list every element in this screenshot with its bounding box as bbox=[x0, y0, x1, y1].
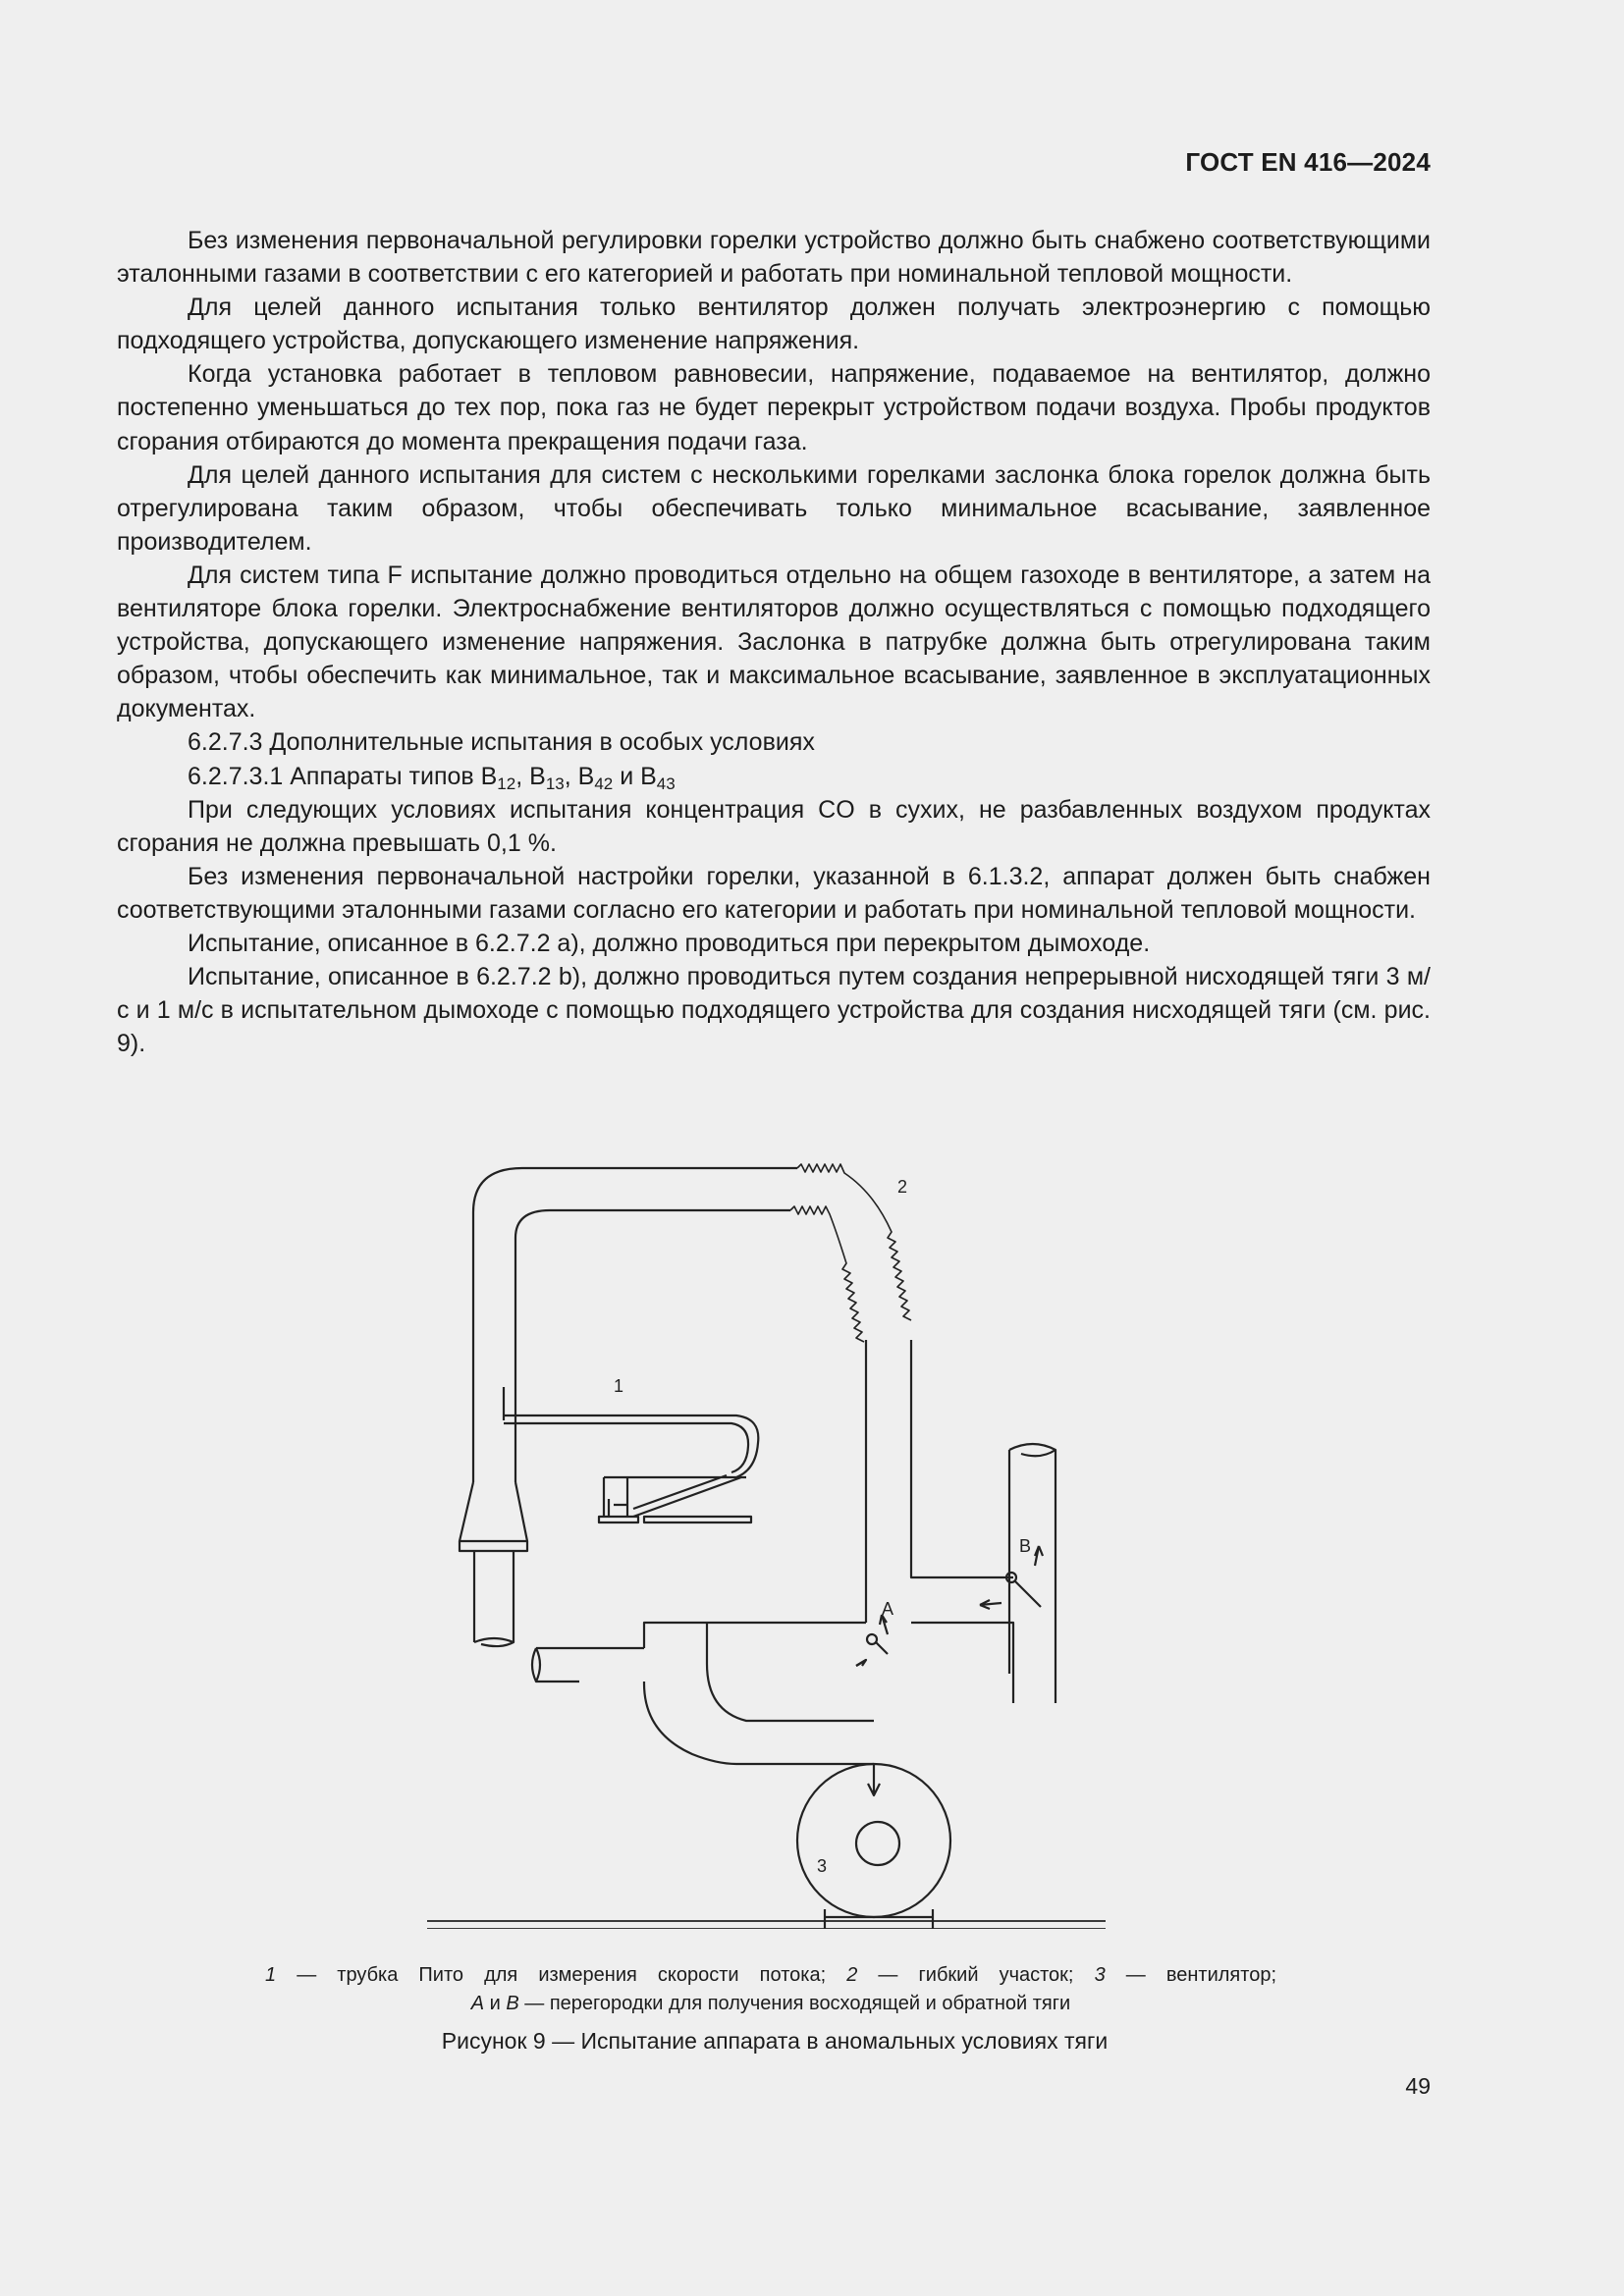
flexible-section-outer bbox=[797, 1164, 911, 1320]
fan-duct-curve bbox=[644, 1682, 874, 1764]
legend-row-2: A и B — перегородки для получения восходящей и обратной тяги bbox=[470, 1993, 1071, 2014]
flexible-section-inner bbox=[790, 1206, 864, 1342]
fan-hub bbox=[856, 1822, 899, 1865]
pitot-tube bbox=[504, 1415, 758, 1477]
duct-right-wall bbox=[911, 1340, 1013, 1577]
label-b: B bbox=[1019, 1536, 1032, 1556]
section-heading-6273: 6.2.7.3 Дополнительные испытания в особых условиях bbox=[188, 728, 815, 757]
label-a: A bbox=[882, 1599, 894, 1619]
fan-duct-inner bbox=[707, 1623, 874, 1721]
label-3: 3 bbox=[817, 1856, 828, 1876]
figure-caption: Рисунок 9 — Испытание аппарата в аномальных условиях тяги bbox=[441, 2028, 1109, 2054]
fan-support bbox=[825, 1909, 933, 1929]
paragraph: Когда установка работает в тепловом равновесии, напряжение, подаваемое на вентилятор, должно постепенно уменьшаться до тех пор, пока газ не будет перекрыт устройством подачи воздуха. Пробы продуктов сгорания отбираются до момента прекращения подачи газа. bbox=[117, 360, 1431, 455]
flue-pipe-outer bbox=[473, 1168, 797, 1482]
test-rig-drawing bbox=[412, 1153, 1119, 1929]
label-2: 2 bbox=[897, 1177, 908, 1197]
manometer bbox=[604, 1475, 746, 1517]
paragraph: Для систем типа F испытание должно проводиться отдельно на общем газоходе в вентиляторе, а затем на вентиляторе блока горелки. Электроснабжение вентиляторов должно осуществляться с помощью подходящего устройства, допускающего изменение напряжения. Заслонка в патрубке должна быть отрегулирована таким образом, чтобы обеспечить как минимальное, так и максимальное всасывание, заявленное в эксплуатационных документах. bbox=[117, 561, 1431, 723]
paragraph: Для целей данного испытания только вентилятор должен получать электроэнергию с помощью подходящего устройства, допускающего изменение напряжения. bbox=[117, 294, 1431, 355]
fan-inlet-pipe bbox=[536, 1648, 644, 1682]
paragraph: Без изменения первоначальной регулировки горелки устройство должно быть снабжено соответствующими эталонными газами в соответствии с его категорией и работать при номинальной тепловой мощности. bbox=[117, 227, 1431, 289]
figure-legend bbox=[265, 1961, 1276, 2018]
fan-arrow bbox=[868, 1764, 880, 1795]
lower-pipe bbox=[474, 1551, 514, 1642]
paragraph: Испытание, описанное в 6.2.7.2 a), должно проводиться при перекрытом дымоходе. bbox=[188, 929, 1151, 957]
heading-prefix: 6.2.7.3.1 Аппараты типов bbox=[188, 762, 481, 790]
paragraph: При следующих условиях испытания концентрация CO в сухих, не разбавленных воздухом продуктах сгорания не должна превышать 0,1 %. bbox=[117, 795, 1431, 857]
figure-9-diagram bbox=[412, 1153, 1119, 1929]
body-text bbox=[117, 224, 1431, 1060]
paragraph: Испытание, описанное в 6.2.7.2 b), должно проводиться путем создания непрерывной нисходящей тяги 3 м/с и 1 м/с в испытательном дымоходе с помощью подходящего устройства для создания нисходящей тяги (см. рис. 9). bbox=[117, 963, 1431, 1058]
ground-line bbox=[427, 1921, 1106, 1929]
paragraph: Без изменения первоначальной настройки горелки, указанной в 6.1.3.2, аппарат должен быть снабжен соответствующими эталонными газами согласно его категории и работать при номинальной тепловой мощности. bbox=[117, 862, 1431, 924]
document-header: ГОСТ EN 416—2024 bbox=[1185, 147, 1431, 177]
label-1: 1 bbox=[614, 1376, 624, 1396]
outlet-pipe-cap bbox=[1009, 1444, 1056, 1456]
paragraph: Для целей данного испытания для систем с несколькими горелками заслонка блока горелок должна быть отрегулирована таким образом, чтобы обеспечивать только минимальное всасывание, заявленное производителем. bbox=[117, 460, 1431, 556]
section-heading-62731: 6.2.7.3.1 Аппараты типов $B_{12}$, $B_{13}$, $B_{42}$ и $B_{43}$ bbox=[188, 762, 676, 793]
draught-hood bbox=[460, 1482, 527, 1541]
legend-row-1: 1 — трубка Пито для измерения скорости потока; 2 — гибкий участок; 3 — вентилятор; bbox=[265, 1964, 1276, 1986]
fan-duct bbox=[644, 1623, 1013, 1703]
page-number: 49 bbox=[1405, 2073, 1431, 2099]
